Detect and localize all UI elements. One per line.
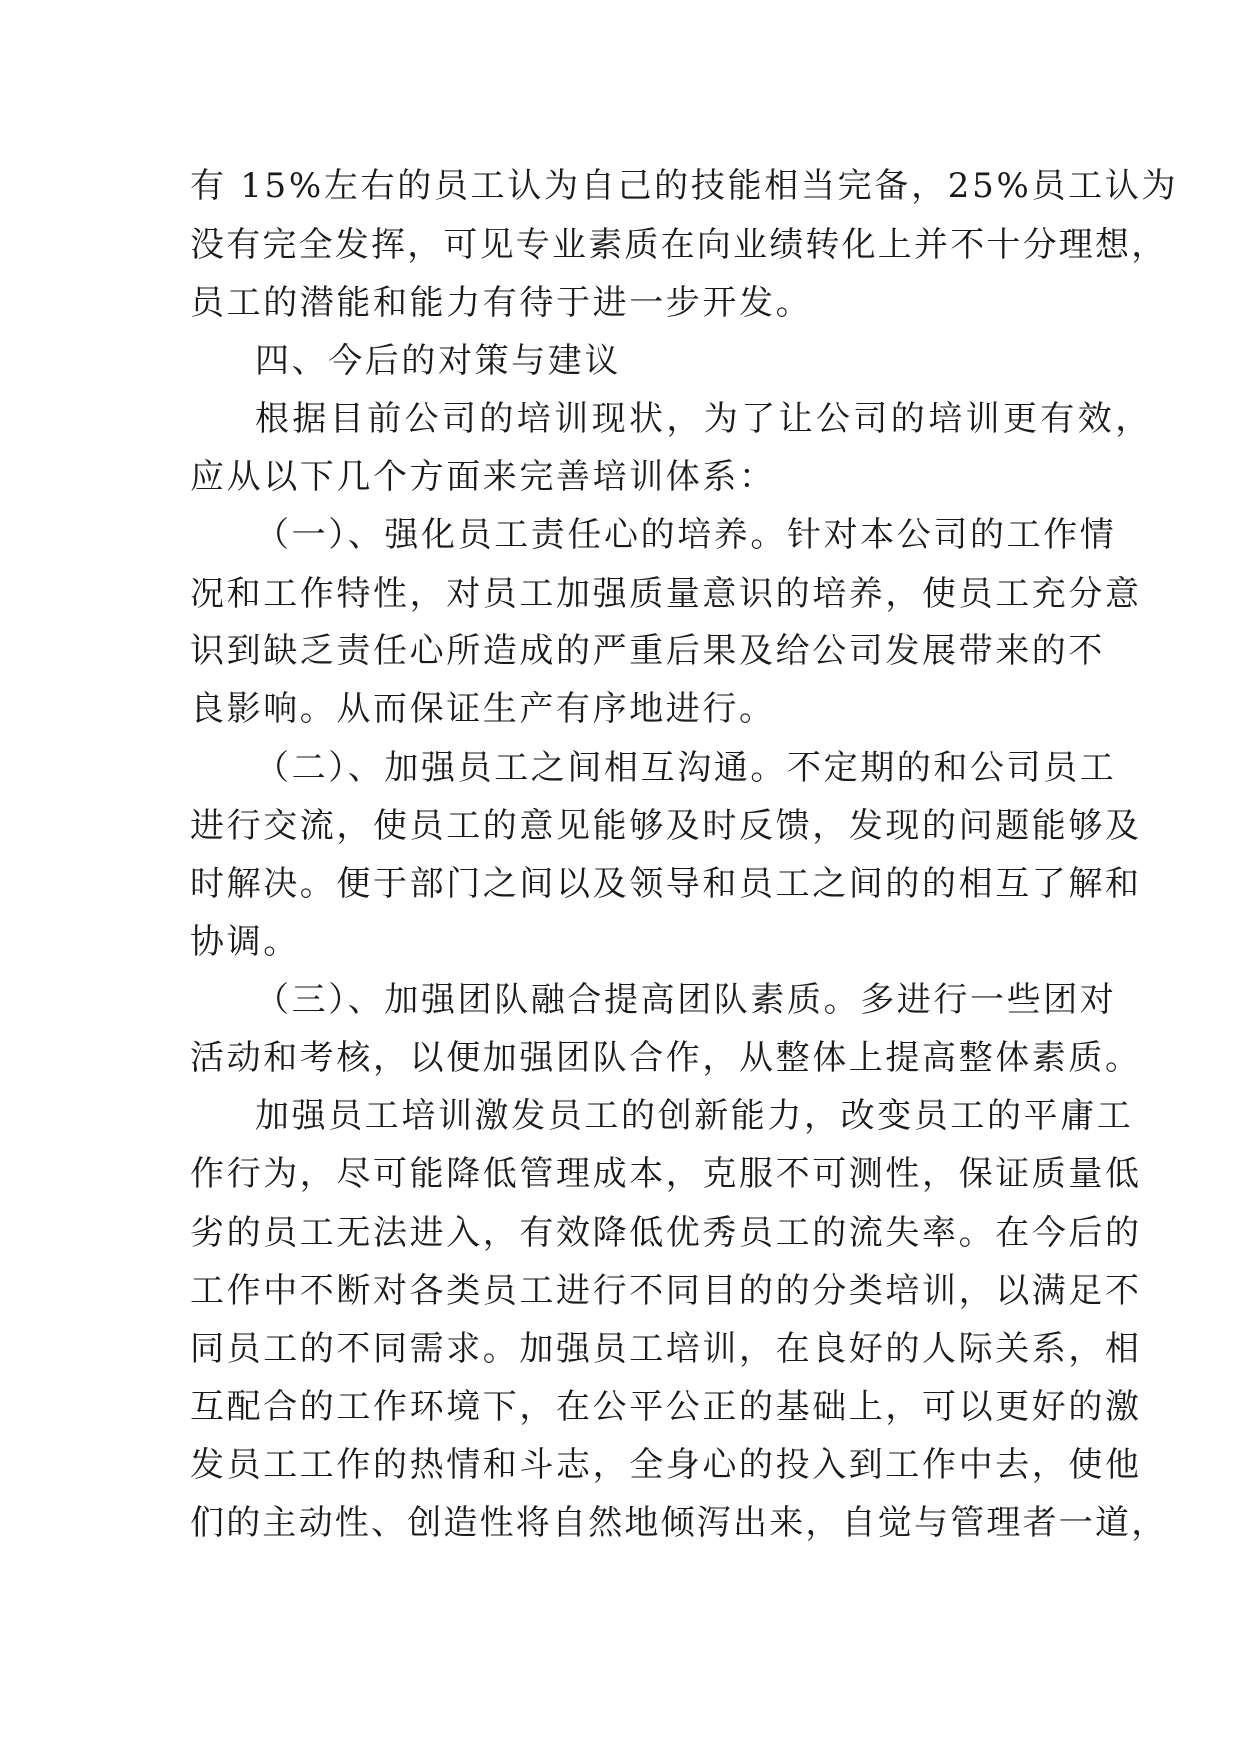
text-line: 活动和考核，以便加强团队合作，从整体上提高整体素质。 bbox=[190, 1038, 1142, 1078]
text-line: 应从以下几个方面来完善培训体系： bbox=[190, 457, 776, 497]
text-line: 发员工工作的热情和斗志，全身心的投入到工作中去，使他 bbox=[190, 1445, 1142, 1485]
text-line: 劣的员工无法进入，有效降低优秀员工的流失率。在今后的 bbox=[190, 1213, 1142, 1253]
text-line: 时解决。便于部门之间以及领导和员工之间的的相互了解和 bbox=[190, 864, 1142, 904]
text-line: 进行交流，使员工的意见能够及时反馈，发现的问题能够及 bbox=[190, 806, 1142, 846]
text-line: 没有完全发挥，可见专业素质在向业绩转化上并不十分理想， bbox=[190, 225, 1168, 265]
text-line: 工作中不断对各类员工进行不同目的的分类培训，以满足不 bbox=[190, 1271, 1142, 1311]
text-line: 况和工作特性，对员工加强质量意识的培养，使员工充分意 bbox=[190, 574, 1142, 614]
text-line: 良影响。从而保证生产有序地进行。 bbox=[190, 689, 776, 729]
text-line: （三）、加强团队融合提高团队素质。多进行一些团对 bbox=[255, 980, 1117, 1020]
text-line: （二）、加强员工之间相互沟通。不定期的和公司员工 bbox=[255, 748, 1117, 788]
text-line: 加强员工培训激发员工的创新能力，改变员工的平庸工 bbox=[255, 1096, 1134, 1136]
text-line: 互配合的工作环境下，在公平公正的基础上，可以更好的激 bbox=[190, 1387, 1142, 1427]
text-line: 协调。 bbox=[190, 922, 300, 962]
text-line: 们的主动性、创造性将自然地倾泻出来，自觉与管理者一道， bbox=[190, 1503, 1168, 1543]
text-line: 同员工的不同需求。加强员工培训，在良好的人际关系，相 bbox=[190, 1329, 1142, 1369]
text-line: 有 15%左右的员工认为自己的技能相当完备，25%员工认为 bbox=[190, 166, 1179, 206]
text-line: 员工的潜能和能力有待于进一步开发。 bbox=[190, 283, 813, 323]
section-heading: 四、今后的对策与建议 bbox=[255, 341, 621, 381]
text-line: 作行为，尽可能降低管理成本，克服不可测性，保证质量低 bbox=[190, 1154, 1142, 1194]
text-line: 识到缺乏责任心所造成的严重后果及给公司发展带来的不 bbox=[190, 631, 1105, 671]
text-line: （一）、强化员工责任心的培养。针对本公司的工作情 bbox=[255, 515, 1117, 555]
text-line: 根据目前公司的培训现状，为了让公司的培训更有效， bbox=[255, 399, 1153, 439]
